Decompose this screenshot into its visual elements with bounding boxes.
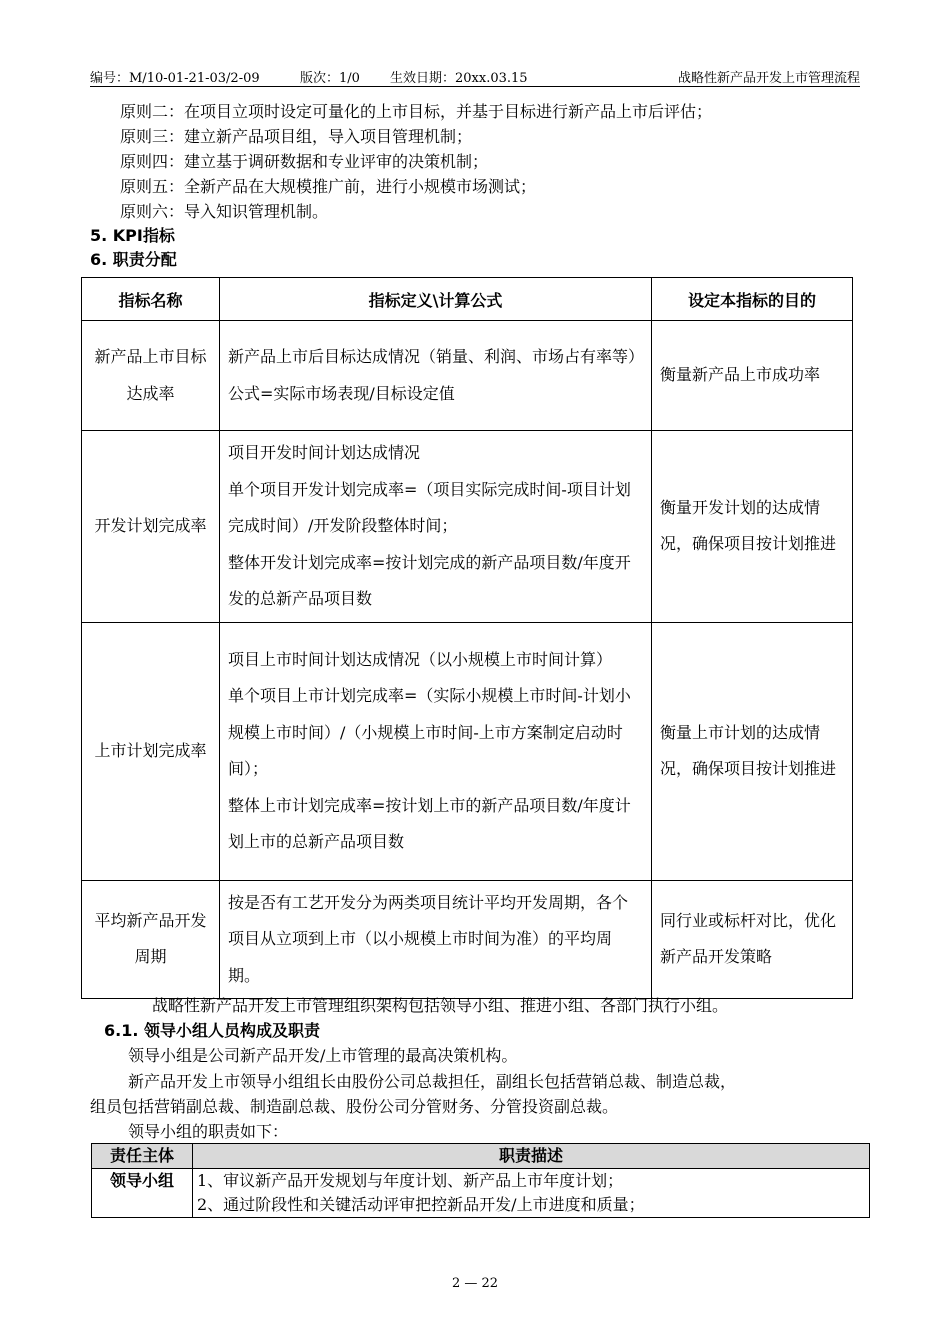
page-header	[90, 64, 860, 87]
principle-2: 原则二：在项目立项时设定可量化的上市目标，并基于目标进行新产品上市后评估；	[120, 102, 713, 121]
principle-4: 原则四：建立基于调研数据和专业评审的决策机制；	[120, 152, 489, 171]
resp-description	[193, 1169, 870, 1218]
effective-date: 生效日期：20xx.03.15	[390, 71, 528, 86]
page-number: 2 — 22	[451, 1276, 499, 1291]
table-row	[82, 431, 853, 623]
kpi-purpose: 衡量开发计划的达成情况，确保项目按计划推进	[652, 431, 853, 623]
section-heading-kpi: 5. KPI指标	[90, 226, 175, 245]
doc-number: 编号：M/10-01-21-03/2-09	[90, 71, 260, 86]
kpi-purpose: 同行业或标杆对比，优化新产品开发策略	[652, 880, 853, 999]
kpi-table-header-row	[82, 278, 853, 321]
kpi-definition	[220, 622, 652, 880]
kpi-name: 平均新产品开发周期	[82, 880, 220, 999]
kpi-definition	[220, 880, 652, 999]
kpi-name: 开发计划完成率	[82, 431, 220, 623]
principle-5: 原则五：全新产品在大规模推广前，进行小规模市场测试；	[120, 177, 537, 196]
kpi-definition-line: 新产品上市后目标达成情况（销量、利润、市场占有率等）	[228, 347, 645, 366]
principle-3: 原则三：建立新产品项目组，导入项目管理机制；	[120, 127, 473, 146]
body-paragraph: 领导小组是公司新产品开发/上市管理的最高决策机构。	[128, 1046, 518, 1065]
section-heading-duties: 6. 职责分配	[90, 250, 177, 269]
resp-col-header-subject: 责任主体	[92, 1144, 193, 1169]
resp-table-header-row	[92, 1144, 870, 1169]
kpi-col-header-name: 指标名称	[82, 278, 220, 321]
principle-6: 原则六：导入知识管理机制。	[120, 202, 329, 221]
kpi-table	[81, 277, 853, 999]
resp-subject: 领导小组	[92, 1169, 193, 1218]
resp-col-header-description: 职责描述	[193, 1144, 870, 1169]
doc-title: 战略性新产品开发上市管理流程	[677, 71, 860, 86]
kpi-definition-line: 单个项目上市计划完成率=（实际小规模上市时间-计划小规模上市时间）/（小规模上市时间-上市方案制定启动时间）；	[228, 686, 631, 778]
responsibility-table	[91, 1143, 870, 1218]
kpi-col-header-definition: 指标定义\计算公式	[220, 278, 652, 321]
resp-duty-line: 1、审议新产品开发规划与年度计划、新产品上市年度计划；	[197, 1171, 624, 1190]
kpi-name: 新产品上市目标达成率	[82, 321, 220, 431]
sub-heading: 6.1. 领导小组人员构成及职责	[104, 1021, 320, 1040]
kpi-definition-line: 公式=实际市场表现/目标设定值	[228, 383, 455, 403]
kpi-definition-line: 按是否有工艺开发分为两类项目统计平均开发周期，各个项目从立项到上市（以小规模上市时间为准）的平均周期。	[228, 892, 629, 985]
kpi-definition-line: 项目上市时间计划达成情况（以小规模上市时间计算）	[228, 649, 613, 669]
body-paragraph: 领导小组的职责如下：	[128, 1122, 289, 1141]
doc-version: 版次：1/0	[300, 71, 360, 86]
kpi-definition-line: 整体开发计划完成率=按计划完成的新产品项目数/年度开发的总新产品项目数	[228, 552, 631, 608]
kpi-definition	[220, 431, 652, 623]
body-paragraph: 组员包括营销副总裁、制造副总裁、股份公司分管财务、分管投资副总裁。	[90, 1097, 619, 1116]
resp-duty-line: 2、通过阶段性和关键活动评审把控新品开发/上市进度和质量；	[197, 1195, 645, 1214]
kpi-purpose: 衡量上市计划的达成情况，确保项目按计划推进	[652, 622, 853, 880]
body-paragraph: 新产品开发上市领导小组组长由股份公司总裁担任，副组长包括营销总裁、制造总裁，	[128, 1072, 737, 1091]
org-intro: 战略性新产品开发上市管理组织架构包括领导小组、推进小组、各部门执行小组。	[152, 996, 729, 1015]
kpi-definition	[220, 321, 652, 431]
kpi-definition-line: 项目开发时间计划达成情况	[228, 443, 421, 462]
kpi-definition-line: 单个项目开发计划完成率=（项目实际完成时间-项目计划完成时间）/开发阶段整体时间；	[228, 479, 631, 535]
kpi-definition-line: 整体上市计划完成率=按计划上市的新产品项目数/年度计划上市的总新产品项目数	[228, 795, 631, 851]
table-row	[82, 622, 853, 880]
table-row	[92, 1169, 870, 1218]
table-row	[82, 880, 853, 999]
kpi-col-header-purpose: 设定本指标的目的	[652, 278, 853, 321]
table-row	[82, 321, 853, 431]
kpi-purpose: 衡量新产品上市成功率	[652, 321, 853, 431]
kpi-name: 上市计划完成率	[82, 622, 220, 880]
